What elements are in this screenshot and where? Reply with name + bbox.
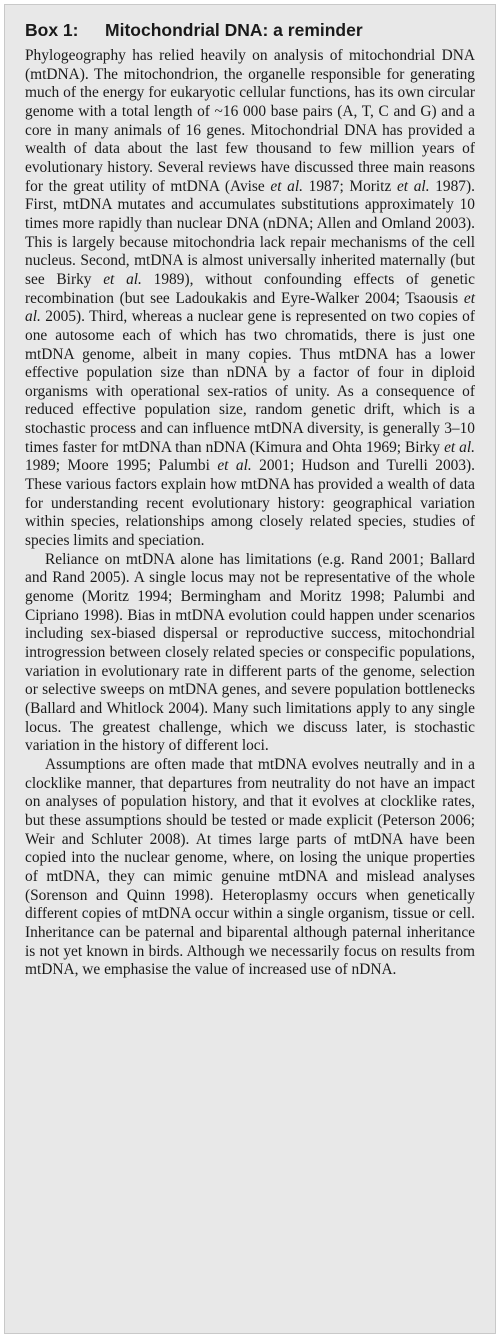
- italic-text: et al.: [270, 177, 303, 195]
- text-run: 1987; Moritz: [303, 177, 397, 195]
- box-number: Box 1:: [25, 20, 79, 40]
- italic-text: et al.: [396, 177, 430, 195]
- text-run: Assumptions are often made that mtDNA evolves neutrally and in a clocklike manner, that departures from neutrality do not have an impact on analyses of population history, and that it evolves at clocklike rates, but these assumptions should be tested or made explicit (Peterson 2006; Weir and Schluter 2008). At times large parts of mtDNA have been copied into the nuclear genome, where, on losing the unique properties of mtDNA, they can mimic genuine mtDNA and mislead analyses (Sorenson and Quinn 1998). Heteroplasmy occurs when genetically different copies of mtDNA occur within a single organism, tissue or cell. Inheritance can be paternal and biparental although paternal inheritance is not yet known in birds. Although we necessarily focus on results from mtDNA, we emphasise the value of increased use of nDNA.: [25, 755, 475, 979]
- italic-text: et al.: [25, 289, 475, 326]
- italic-text: et al.: [444, 438, 475, 456]
- body-paragraph: [25, 756, 475, 980]
- text-run: 1989; Moore 1995; Palumbi: [25, 457, 218, 475]
- text-run: 2005). Third, whereas a nuclear gene is represented on two copies of one autosome each of which has two chromatids, there is just one mtDNA genome, albeit in many copies. Thus mtDNA has a lower effective population size than nDNA by a factor of four in diploid organisms with operational sex-ratios of unity. As a consequence of reduced effective population size, random genetic drift, which is a stochastic process and can influence mtDNA diversity, is generally 3–10 times faster for mtDNA than nDNA (Kimura and Ohta 1969; Birky: [25, 308, 475, 456]
- text-run: 1987). First, mtDNA mutates and accumulates substitutions approximately 10 times more rapidly than nuclear DNA (nDNA; Allen and Omland 2003). This is largely because mitochondria lack repair mechanisms of the cell nucleus. Second, mtDNA is almost universally inherited maternally (but see Birky: [25, 177, 475, 288]
- text-run: Phylogeography has relied heavily on analysis of mitochondrial DNA (mtDNA). The mitochondrion, the organelle responsible for generating much of the energy for eukaryotic cellular functions, has its own circular genome with a total length of ~16 000 base pairs (A, T, C and G) and a core in many animals of 16 genes. Mitochondrial DNA has provided a wealth of data about the last few thousand to few million years of evolutionary history. Several reviews have discussed three main reasons for the great utility of mtDNA (Avise: [25, 47, 475, 195]
- text-box: [4, 4, 496, 1334]
- box-title: Mitochondrial DNA: a reminder: [105, 20, 363, 40]
- body-paragraph: [25, 551, 475, 756]
- text-run: Reliance on mtDNA alone has limitations (e.g. Rand 2001; Ballard and Rand 2005). A single locus may not be representative of the whole genome (Moritz 1994; Bermingham and Moritz 1998; Palumbi and Cipriano 1998). Bias in mtDNA evolution could happen under scenarios including sex-biased dispersal or reproductive success, mitochondrial introgression between closely related species or conspecific populations, variation in evolutionary rate in different parts of the genome, selection or selective sweeps on mtDNA genes, and severe population bottlenecks (Ballard and Whitlock 2004). Many such limitations apply to any single locus. The greatest challenge, which we discuss later, is stochastic variation in the history of different loci.: [25, 550, 475, 755]
- italic-text: et al.: [103, 270, 142, 288]
- text-run: 1989), without confounding effects of genetic recombination (but see Ladoukakis and Eyre-Walker 2004; Tsaousis: [25, 270, 475, 307]
- box-body: [25, 47, 475, 980]
- italic-text: et al.: [217, 457, 252, 475]
- text-run: 2001; Hudson and Turelli 2003). These various factors explain how mtDNA has provided a wealth of data for understanding recent evolutionary history: geographical variation within species, relationships among closely related species, studies of species limits and speciation.: [25, 457, 475, 550]
- body-paragraph: [25, 47, 475, 551]
- box-heading: [25, 19, 475, 41]
